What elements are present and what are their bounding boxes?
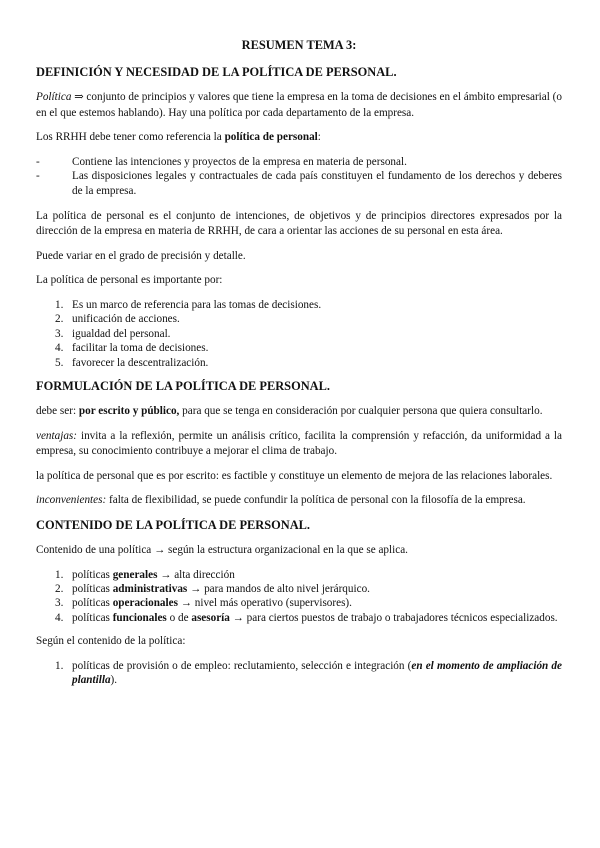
list-item: 1. políticas generales → alta dirección xyxy=(55,568,235,581)
list-item: 4. políticas funcionales o de asesoría → para ciertos puestos de trabajo o trabajadores técnicos especializados. xyxy=(55,611,558,624)
paragraph-politica-conjunto: La política de personal es el conjunto de intenciones, de objetivos y de principios directores expresados por la dirección de la empresa en materia de RRHH, de cara a orientar las acciones de su personal en esta área. xyxy=(36,209,562,238)
paragraph-inconvenientes: inconvenientes: falta de flexibilidad, se puede confundir la política de personal con la filosofía de la empresa. xyxy=(36,494,526,507)
numbered-list-importancia xyxy=(36,298,562,370)
list-item: - Contiene las intenciones y proyectos de la empresa en materia de personal. xyxy=(36,155,562,170)
paragraph-contenido-politica: Contenido de una política → según la estructura organizacional en la que se aplica. xyxy=(36,543,408,556)
paragraph-importante-por: La política de personal es importante por: xyxy=(36,274,223,287)
list-item: 3. igualdad del personal. xyxy=(55,327,171,340)
list-item: 2. políticas administrativas → para mandos de alto nivel jerárquico. xyxy=(55,582,370,595)
list-item: 2. unificación de acciones. xyxy=(55,313,180,326)
paragraph-rrhh-referencia: Los RRHH debe tener como referencia la política de personal: xyxy=(36,131,321,144)
section-heading-definicion: DEFINICIÓN Y NECESIDAD DE LA POLÍTICA DE PERSONAL. xyxy=(36,65,397,79)
numbered-list-estructura xyxy=(36,568,562,626)
list-item: - Las disposiciones legales y contractuales de cada país constituyen el fundamento de los derechos y deberes de la empresa. xyxy=(36,169,562,198)
term-politica: Política xyxy=(36,91,72,103)
implies-arrow: ⇒ xyxy=(74,91,84,103)
list-item: 1. Es un marco de referencia para las tomas de decisiones. xyxy=(55,298,322,311)
paragraph-politica-definition: Política ⇒ conjunto de principios y valores que tiene la empresa en la toma de decisiones en el ámbito empresarial (o en el que estemos hablando). Hay una política por cada departamento de la empresa. xyxy=(36,91,562,119)
list-item: 3. políticas operacionales → nivel más operativo (supervisores). xyxy=(55,597,352,610)
paragraph-grado-precision: Puede variar en el grado de precisión y detalle. xyxy=(36,249,246,262)
paragraph-debe-ser: debe ser: por escrito y público, para que se tenga en consideración por cualquier persona que quiera consultarlo. xyxy=(36,404,543,417)
bullet-list-politica xyxy=(36,155,562,199)
section-heading-contenido: CONTENIDO DE LA POLÍTICA DE PERSONAL. xyxy=(36,517,311,532)
paragraph-por-escrito: la política de personal que es por escrito: es factible y constituye un elemento de mejora de las relaciones laborales. xyxy=(36,469,553,482)
paragraph-ventajas: ventajas: invita a la reflexión, permite un análisis crítico, facilita la comprensión y refacción, da uniformidad a la empresa, su conocimiento contribuye a mejorar el clima de trabajo. xyxy=(36,429,562,458)
list-item: 1. políticas de provisión o de empleo: reclutamiento, selección e integración (en el momento de ampliación de plantilla). xyxy=(55,659,562,687)
numbered-list-contenido xyxy=(36,659,562,688)
section-heading-formulacion: FORMULACIÓN DE LA POLÍTICA DE PERSONAL. xyxy=(36,378,330,393)
paragraph-segun-contenido: Según el contenido de la política: xyxy=(36,635,186,648)
list-item: 5. favorecer la descentralización. xyxy=(55,356,209,369)
list-item: 4. facilitar la toma de decisiones. xyxy=(55,342,209,355)
document-title: RESUMEN TEMA 3: xyxy=(241,38,357,52)
